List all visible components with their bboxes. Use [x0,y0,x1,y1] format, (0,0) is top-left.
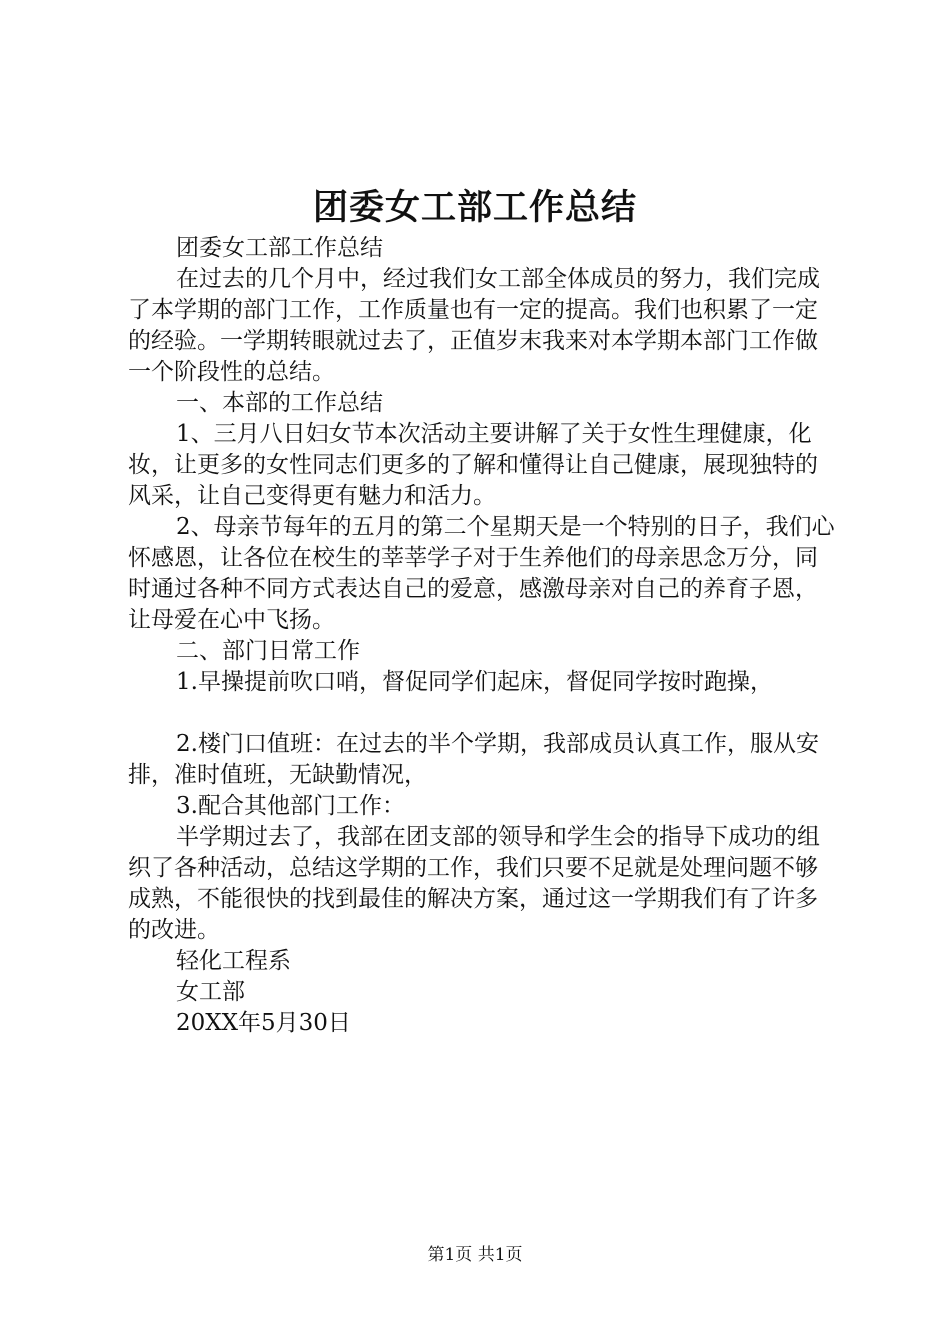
signature-department: 轻化工程系 [176,948,291,974]
signature-date: 20XX年5月30日 [176,1010,351,1036]
paragraph-conclusion: 半学期过去了，我部在团支部的领导和学生会的指导下成功的组织了各种活动，总结这学期的工作，我们只要不足就是处理问题不够成熟，不能很快的找到最佳的解决方案，通过这一学期我们有了许多的改进。 [128,824,820,943]
paragraph-daily-2: 2.楼门口值班：在过去的半个学期，我部成员认真工作，服从安排，准时值班，无缺勤情况， [128,731,819,788]
paragraph-item-2: 2、母亲节每年的五月的第二个星期天是一个特别的日子，我们心怀感恩，让各位在校生的莘莘学子对于生养他们的母亲思念万分，同时通过各种不同方式表达自己的爱意，感激母亲对自己的养育子恩，让母爱在心中飞扬。 [128,514,835,633]
document-body [128,233,840,1039]
paragraph-intro: 在过去的几个月中，经过我们女工部全体成员的努力，我们完成了本学期的部门工作，工作质量也有一定的提高。我们也积累了一定的经验。一学期转眼就过去了，正值岁末我来对本学期本部门工作做一个阶段性的总结。 [128,266,820,385]
section-heading-1: 一、本部的工作总结 [176,390,383,416]
signature-office: 女工部 [176,979,245,1005]
paragraph-item-1: 1、三月八日妇女节本次活动主要讲解了关于女性生理健康，化妆，让更多的女性同志们更多的了解和懂得让自己健康，展现独特的风采，让自己变得更有魅力和活力。 [128,421,818,509]
paragraph-daily-3: 3.配合其他部门工作： [176,793,405,819]
paragraph-subtitle: 团委女工部工作总结 [176,235,383,261]
page-footer: 第1页 共1页 [427,1245,523,1265]
section-heading-2: 二、部门日常工作 [176,638,360,664]
paragraph-daily-1: 1.早操提前吹口哨，督促同学们起床，督促同学按时跑操， [176,669,773,695]
document-title: 团委女工部工作总结 [312,187,637,228]
